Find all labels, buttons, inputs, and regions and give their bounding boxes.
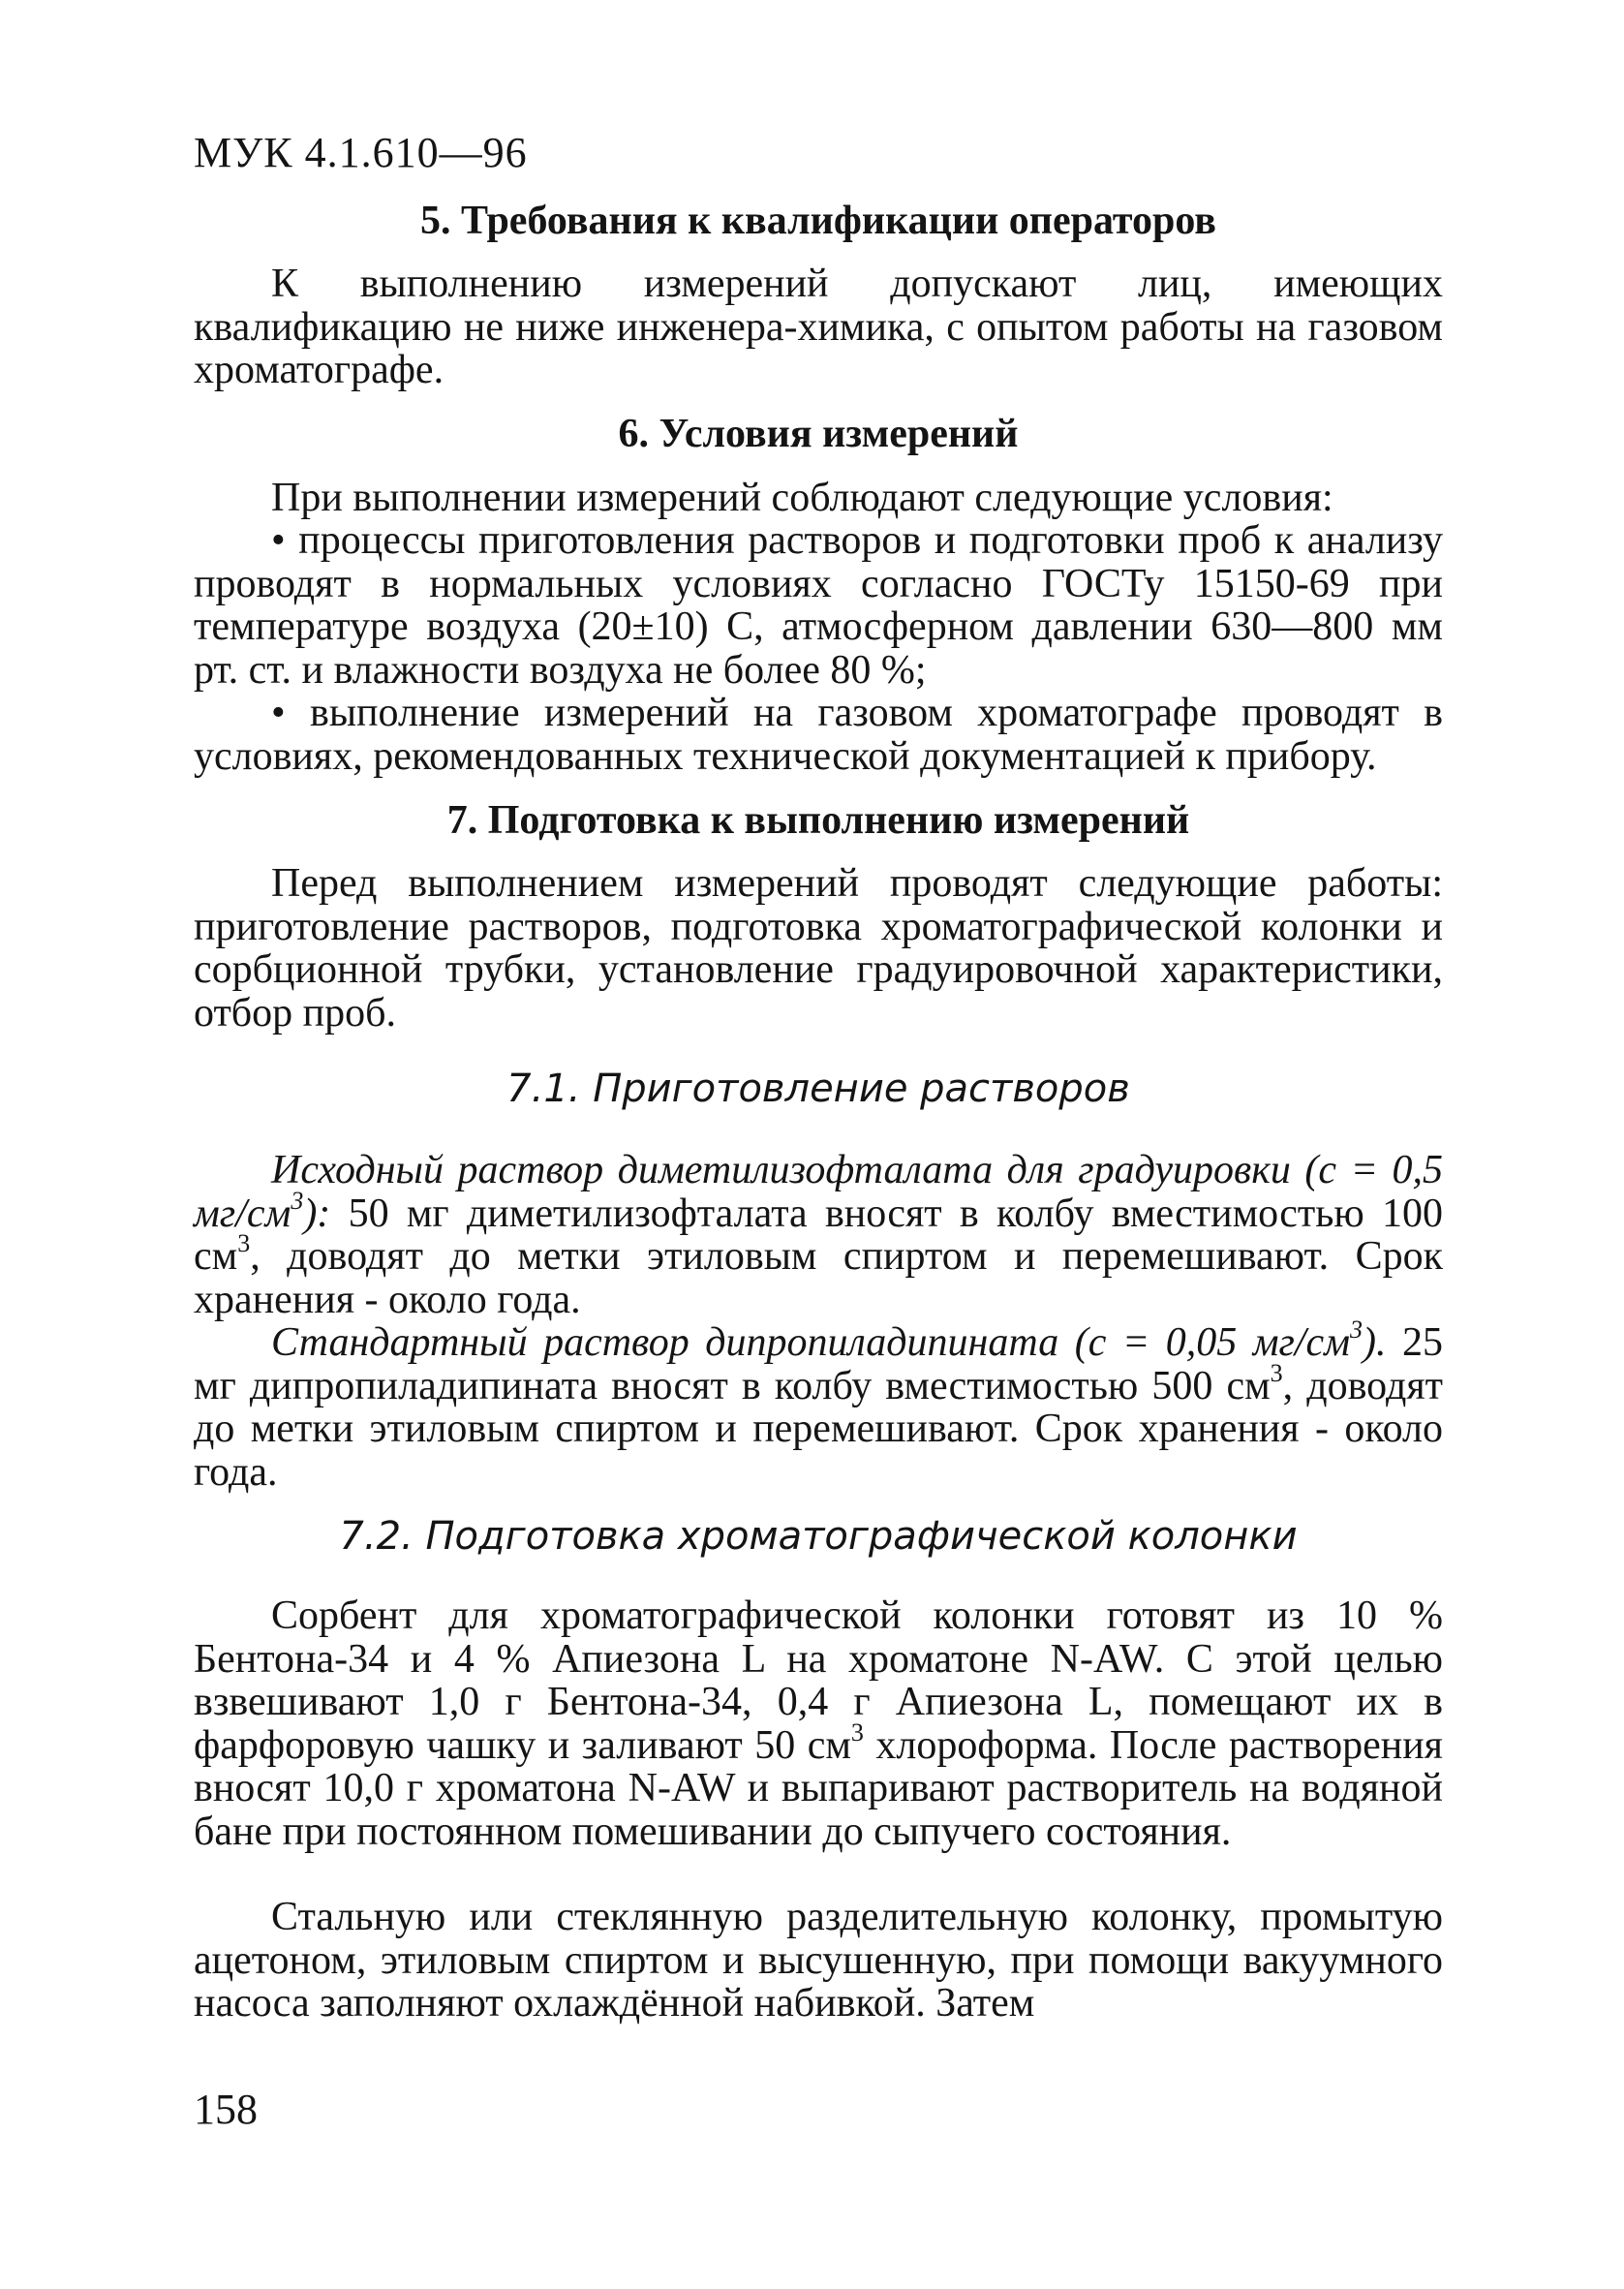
- section-7-text: Перед выполнением измерений проводят следующие работы: приготовление растворов, подготовка хроматографической колонки и сорбционной трубки, установление градуировочной характеристики, отбор проб.: [194, 861, 1443, 1036]
- section-7-1-title: 7.1. Приготовление растворов: [506, 1067, 1130, 1111]
- section-5-title: 5. Требования к квалификации операторов: [420, 199, 1216, 243]
- standard-solution-term: Стандартный раствор дипропиладипината (с = 0,05 $мг/см^3$).: [271, 1315, 1387, 1365]
- stock-solution-term: Исходный раствор диметилизофталата для градуировки (с = 0,5 $мг/см^3$):: [194, 1148, 1443, 1236]
- document-header: МУК 4.1.610—96: [194, 129, 528, 176]
- section-6-bullet-2: • выполнение измерений на газовом хроматографе проводят в условиях, рекомендованных технической документацией к прибору.: [194, 691, 1443, 779]
- section-7-1-paragraph-1: Исходный раствор диметилизофталата для градуировки (с = 0,5 $мг/см^3$): 50 мг диметилизофталата вносят в колбу вместимостью 100 $см^3$, доводят до метки этиловым спиртом и перемешивают. Срок хранения - около года.: [194, 1148, 1443, 1322]
- section-6-intro: При выполнении измерений соблюдают следующие условия:: [271, 476, 1333, 520]
- section-6-bullet-1: • процессы приготовления растворов и подготовки проб к анализу проводят в нормальных условиях согласно ГОСТу 15150-69 при температуре воздуха (20±10) С, атмосферном давлении 630—800 мм рт. ст. и влажности воздуха не более 80 %;: [194, 518, 1443, 693]
- section-7-title: 7. Подготовка к выполнению измерений: [446, 798, 1190, 843]
- section-7-2-paragraph-2: Стальную или стеклянную разделительную колонку, промытую ацетоном, этиловым спиртом и высушенную, при помощи вакуумного насоса заполняют охлаждённой набивкой. Затем: [194, 1895, 1443, 2026]
- section-7-2-title: 7.2. Подготовка хроматографической колонки: [339, 1514, 1298, 1559]
- page-number: 158: [194, 2086, 258, 2133]
- section-5-text: К выполнению измерений допускают лиц, имеющих квалификацию не ниже инженера-химика, с опытом работы на газовом хроматографе.: [194, 262, 1443, 392]
- section-7-1-paragraph-2: Стандартный раствор дипропиладипината (с = 0,05 $мг/см^3$). 25 мг дипропиладипината вносят в колбу вместимостью 500 $см^3$, доводят до метки этиловым спиртом и перемешивают. Срок хранения - около года.: [194, 1315, 1444, 1495]
- section-7-2-paragraph-1: Сорбент для хроматографической колонки готовят из 10 % Бентона-34 и 4 % Апиезона L на хроматоне N-AW. С этой целью взвешивают 1,0 г Бентона-34, 0,4 г Апиезона L, помещают их в фарфоровую чашку и заливают 50 $см^3$ хлороформа. После растворения вносят 10,0 г хроматона N-AW и выпаривают растворитель на водяной бане при постоянном помешивании до сыпучего состояния.: [194, 1593, 1443, 1854]
- section-6-title: 6. Условия измерений: [618, 412, 1019, 456]
